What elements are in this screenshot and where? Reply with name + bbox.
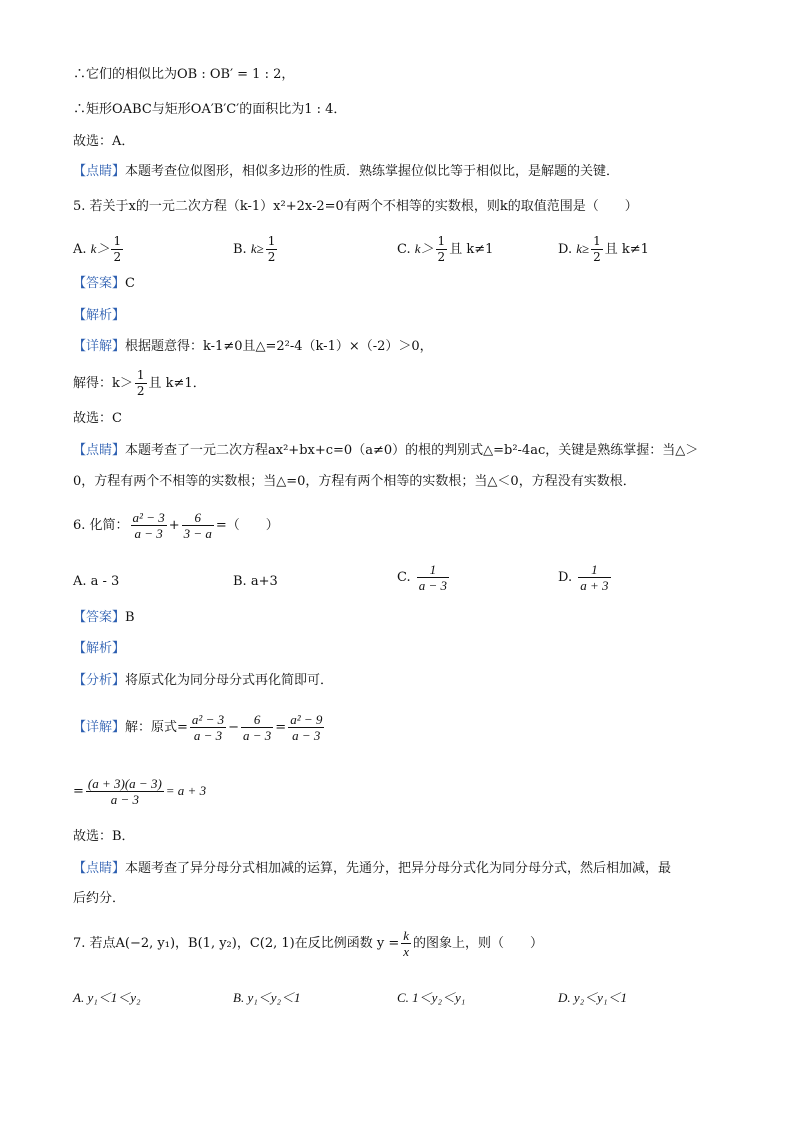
- comment-text: 本题考查了异分母分式相加减的运算，先通分，把异分母分式化为同分母分式，然后相加减，最: [125, 861, 672, 876]
- q5-choose: 故选：C: [73, 411, 122, 426]
- option-prefix: k≥: [250, 241, 264, 256]
- q6-option-c[interactable]: [397, 562, 451, 593]
- q5-solve: [73, 368, 206, 399]
- answer-value: B: [125, 610, 135, 625]
- q6-answer: [73, 609, 135, 627]
- comment-text: 本题考查了一元二次方程ax²+bx+c=0（a≠0）的根的判别式△=b²-4ac，关键是熟练掌握：当△＞: [125, 443, 699, 458]
- stem-fraction-2: $\frac{6}{3 - a}$: [183, 510, 212, 541]
- prev-comment: [73, 163, 619, 181]
- analyze-text: 将原式化为同分母分式再化简即可．: [125, 673, 334, 688]
- q5-comment-1: [73, 442, 698, 460]
- detail-equals: =: [275, 720, 287, 735]
- option-fraction: $\frac{1}{a - 3}$: [418, 562, 448, 593]
- q6-comment-1: [73, 860, 671, 878]
- option-fraction: $\frac{1}{2}$: [437, 234, 446, 264]
- option-letter: C.: [397, 242, 411, 257]
- detail-text: 根据题意得：k-1≠0且△=2²-4（k-1）×（-2）＞0，: [125, 339, 433, 354]
- q7-option-b[interactable]: B. y₁＜y₂＜1: [233, 990, 301, 1005]
- comment-tag: 【点睛】: [73, 861, 126, 876]
- detail-operator: −: [228, 720, 239, 735]
- detail-prefix: 解：原式=: [125, 720, 188, 735]
- q6-analyze: [73, 672, 333, 690]
- option-letter: D.: [558, 570, 573, 585]
- comment-tag: 【点睛】: [73, 164, 126, 179]
- stem-suffix: 的图象上，则（ ）: [413, 936, 544, 951]
- q6-option-d[interactable]: [558, 562, 613, 593]
- option-prefix: k＞: [90, 241, 110, 256]
- answer-tag: 【答案】: [73, 276, 126, 291]
- q6-analysis-tag: 【解析】: [73, 641, 126, 656]
- step-suffix: = a + 3: [165, 783, 207, 798]
- option-letter: D.: [558, 242, 573, 257]
- q6-stem: [73, 510, 279, 541]
- q7-option-d[interactable]: D. y₂＜y₁＜1: [558, 990, 627, 1005]
- q5-stem: 5. 若关于x的一元二次方程（k-1）x²+2x-2=0有两个不相等的实数根，则k的取值范围是（ ）: [73, 199, 638, 214]
- q5-analysis-tag: 【解析】: [73, 308, 126, 323]
- q6-option-a[interactable]: A. a - 3: [73, 574, 120, 589]
- option-letter: A.: [73, 242, 87, 257]
- option-fraction: $\frac{1}{a + 3}$: [580, 562, 609, 593]
- q5-detail: [73, 338, 433, 356]
- option-fraction: $\frac{1}{2}$: [593, 234, 601, 264]
- answer-tag: 【答案】: [73, 610, 126, 625]
- detail-fraction-1: $\frac{\text{a² − 3}}{a - 3}$: [191, 712, 225, 743]
- q5-comment-2: 0，方程有两个不相等的实数根；当△=0，方程有两个相等的实数根；当△＜0，方程没有实数根．: [73, 474, 636, 489]
- answer-value: C: [125, 276, 135, 291]
- option-prefix: k≥: [576, 241, 590, 256]
- q6-option-b[interactable]: B. a+3: [233, 574, 278, 589]
- solve-suffix: 且 k≠1．: [148, 376, 206, 391]
- detail-fraction-2: $\frac{6}{a - 3}$: [243, 712, 272, 743]
- stem-suffix: =（ ）: [215, 518, 279, 533]
- option-fraction: $\frac{1}{2}$: [113, 234, 122, 264]
- stem-operator: +: [168, 518, 180, 533]
- q7-option-a[interactable]: A. y₁＜1＜y₂: [73, 990, 141, 1005]
- q7-option-c[interactable]: C. 1＜y₂＜y₁: [397, 990, 466, 1005]
- option-fraction: $\frac{1}{2}$: [267, 234, 276, 264]
- q6-choose: 故选：B．: [73, 829, 135, 844]
- q6-step-2: [73, 776, 206, 807]
- q5-option-b[interactable]: [233, 234, 279, 265]
- comment-text: 本题考查位似图形，相似多边形的性质．熟练掌握位似比等于相似比，是解题的关键．: [125, 164, 620, 179]
- option-letter: C.: [397, 570, 411, 585]
- q6-detail: [73, 712, 326, 743]
- prev-choose: 故选：A．: [73, 134, 135, 149]
- option-suffix: 且 k≠1: [604, 242, 649, 257]
- option-suffix: 且 k≠1: [449, 242, 494, 257]
- stem-fraction: $\frac{k}{x}$: [403, 928, 410, 959]
- prev-line-1: ∴它们的相似比为OB : OB′ = 1 : 2，: [73, 67, 295, 82]
- step-fraction: $\frac{(a + 3)(a - 3)}{a - 3}$: [87, 776, 162, 807]
- step-prefix: =: [73, 784, 84, 799]
- analyze-tag: 【分析】: [73, 673, 126, 688]
- comment-tag: 【点睛】: [73, 443, 126, 458]
- stem-prefix: 7. 若点A(−2, y₁)，B(1, y₂)，C(2, 1)在反比例函数 y =: [73, 936, 400, 951]
- prev-line-2: ∴矩形OABC与矩形OA′B′C′的面积比为1 : 4．: [73, 102, 347, 117]
- q5-option-a[interactable]: [73, 234, 125, 265]
- detail-tag: 【详解】: [73, 720, 126, 735]
- q7-stem: [73, 928, 543, 959]
- q6-comment-2: 后约分．: [73, 891, 126, 906]
- stem-prefix: 6. 化简：: [73, 518, 129, 533]
- stem-fraction-1: $\frac{\text{a² − 3}}{a - 3}$: [132, 510, 165, 541]
- q5-option-c[interactable]: [397, 234, 493, 265]
- q5-answer: [73, 275, 135, 293]
- detail-fraction-3: $\frac{\text{a² − 9}}{a - 3}$: [290, 712, 323, 743]
- solve-prefix: 解得：k＞: [73, 376, 133, 391]
- detail-tag: 【详解】: [73, 339, 126, 354]
- solve-fraction: $\frac{1}{2}$: [136, 368, 145, 398]
- option-letter: B.: [233, 242, 247, 257]
- q5-option-d[interactable]: [558, 234, 649, 265]
- option-prefix: k＞: [414, 241, 434, 256]
